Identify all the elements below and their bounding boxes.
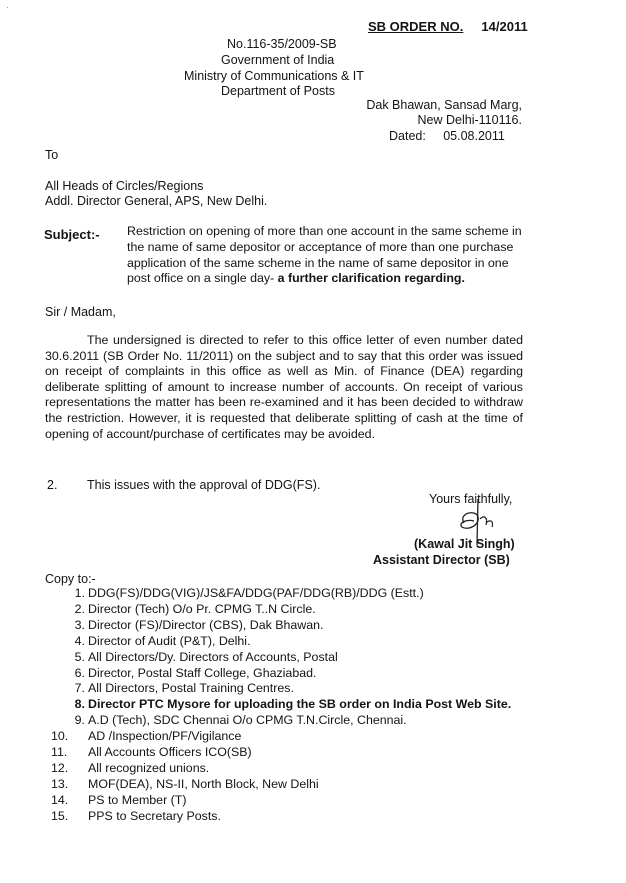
copy-to-item-text: Director, Postal Staff College, Ghaziabad. <box>88 665 317 680</box>
copy-to-list <box>53 586 558 825</box>
subject-emphasis: a further clarification regarding. <box>277 271 465 286</box>
order-label: SB ORDER NO. <box>368 19 464 34</box>
salutation: Sir / Madam, <box>45 305 116 319</box>
copy-to-item-number: 14. <box>51 792 69 807</box>
copy-to-item-text: All Directors/Dy. Directors of Accounts, Postal <box>88 649 338 664</box>
copy-to-item-text: DDG(FS)/DDG(VIG)/JS&FA/DDG(PAF/DDG(RB)/DDG (Estt.) <box>88 586 424 600</box>
copy-to-item <box>53 681 558 697</box>
signatory-designation: Assistant Director (SB) <box>373 553 510 567</box>
copy-to-item <box>53 729 558 745</box>
copy-to-item <box>53 634 558 650</box>
copy-to-item-text: PPS to Secretary Posts. <box>88 808 221 823</box>
copy-to-item-text: Director PTC Mysore for uploading the SB order on India Post Web Site. <box>88 697 512 712</box>
date-line <box>389 129 505 143</box>
dated-value: 05.08.2011 <box>443 129 505 143</box>
to-line-2: Addl. Director General, APS, New Delhi. <box>45 194 268 208</box>
dated-label: Dated: <box>389 129 426 143</box>
copy-to-item-number: 7. <box>74 681 85 696</box>
copy-to-item-number: 2. <box>74 601 85 616</box>
to-line-1: All Heads of Circles/Regions <box>45 179 204 193</box>
file-number: No.116-35/2009-SB <box>227 37 337 51</box>
subject-label: Subject:- <box>44 227 100 242</box>
address-line-1: Dak Bhawan, Sansad Marg, <box>366 98 522 112</box>
copy-to-item <box>53 666 558 682</box>
department-line: Department of Posts <box>221 84 335 98</box>
copy-to-item <box>53 713 558 729</box>
copy-to-item-number: 10. <box>51 729 69 744</box>
copy-to-item <box>53 602 558 618</box>
copy-to-item-text: All Accounts Officers ICO(SB) <box>88 745 252 760</box>
copy-to-item-text: Director (FS)/Director (CBS), Dak Bhawan. <box>88 617 324 632</box>
scan-mark: · <box>6 2 9 12</box>
copy-to-item <box>53 745 558 761</box>
ministry-line: Ministry of Communications & IT <box>184 69 364 83</box>
address-line-2: New Delhi-110116. <box>417 113 522 127</box>
copy-to-item <box>53 761 558 777</box>
copy-to-item-text: Director (Tech) O/o Pr. CPMG T..N Circle. <box>88 601 316 616</box>
subject-text <box>127 224 522 287</box>
paragraph-2-text: This issues with the approval of DDG(FS). <box>87 478 321 492</box>
subject-body: Restriction on opening of more than one account in the same scheme in the name of same depositor or acceptance of more than one purchase application of the same scheme in the name of same depositor in one post office on a single day- <box>127 224 522 286</box>
copy-to-item-text: All recognized unions. <box>88 760 210 775</box>
copy-to-item-text: A.D (Tech), SDC Chennai O/o CPMG T.N.Circle, Chennai. <box>88 713 407 728</box>
copy-to-item-text: Director of Audit (P&T), Delhi. <box>88 633 251 648</box>
government-line: Government of India <box>221 53 335 67</box>
copy-to-item-number: 4. <box>74 633 85 648</box>
copy-to-item-number: 5. <box>74 649 85 664</box>
signatory-name: (Kawal Jit Singh) <box>414 537 515 551</box>
copy-to-item <box>53 586 558 602</box>
order-number-line <box>368 19 528 34</box>
copy-to-item-number: 11. <box>51 745 68 760</box>
body-paragraph-1: The undersigned is directed to refer to this office letter of even number dated 30.6.2011 (SB Order No. 11/2011) on the subject and to say that this order was issued on receipt of complaints in this office as well as Min. of Finance (DEA) regarding deliberate splitting of amount to increase number of accounts. On receipt of various representations the matter has been re-examined and it has been decided to withdraw the restriction. However, it is requested that deliberate splitting of cash at the time of opening of account/purchase of certificates may be avoided. <box>45 333 523 441</box>
copy-to-item-text: All Directors, Postal Training Centres. <box>88 681 294 696</box>
copy-to-item-text: AD /Inspection/PF/Vigilance <box>88 729 242 744</box>
copy-to-item <box>53 777 558 793</box>
copy-to-item-text: MOF(DEA), NS-II, North Block, New Delhi <box>88 776 319 791</box>
copy-to-item <box>53 793 558 809</box>
copy-to-item-number: 12. <box>51 760 69 775</box>
copy-to-item-number: 13. <box>51 776 69 791</box>
copy-to-item <box>53 809 558 825</box>
copy-to-item-number: 3. <box>74 617 85 632</box>
copy-to-item <box>53 618 558 634</box>
copy-to-item-text: PS to Member (T) <box>88 792 187 807</box>
copy-to-item <box>53 697 558 713</box>
paragraph-2-number: 2. <box>47 478 58 492</box>
to-label: To <box>45 148 59 162</box>
copy-to-item-number: 1. <box>74 586 85 600</box>
copy-to-item-number: 6. <box>74 665 85 680</box>
copy-to-item-number: 9. <box>74 713 85 728</box>
copy-to-item <box>53 650 558 666</box>
copy-to-item-number: 15. <box>51 808 69 823</box>
copy-to-item-number: 8. <box>74 697 85 712</box>
copy-to-label: Copy to:- <box>45 572 96 586</box>
yours-faithfully: Yours faithfully, <box>429 492 513 506</box>
order-number: 14/2011 <box>481 19 528 34</box>
